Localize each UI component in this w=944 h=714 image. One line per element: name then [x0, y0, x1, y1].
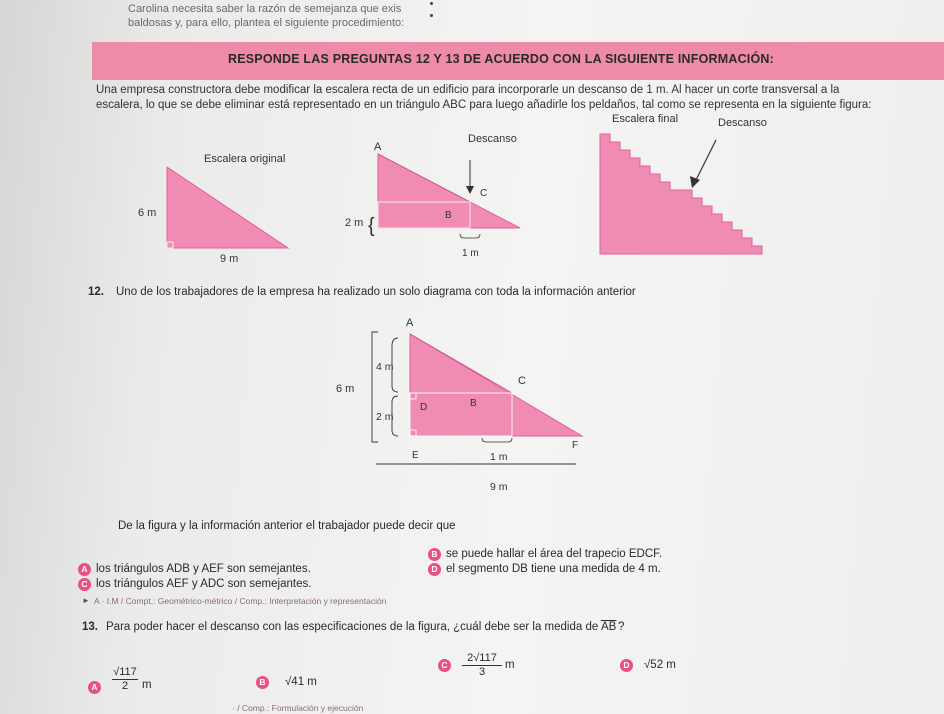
- q13-number: 13.: [82, 621, 98, 633]
- middle-descanso-label: Descanso: [468, 133, 517, 145]
- diagram-rectangle-dbef: [410, 393, 512, 436]
- middle-width-label: 1 m: [462, 248, 479, 259]
- q13-footer-meta: · / Comp.: Formulación y ejecución: [232, 703, 364, 713]
- q13-option-d-text[interactable]: √52 m: [644, 659, 676, 671]
- diagram-base: 9 m: [490, 481, 508, 493]
- q13-text: Para poder hacer el descanso con las especificaciones de la figura, ¿cuál debe ser la medida de: [106, 621, 599, 633]
- q13-segment: $\overline{AB}$: [601, 621, 617, 633]
- q12-option-c-badge[interactable]: C: [78, 578, 91, 591]
- header-line-1: Carolina necesita saber la razón de semejanza que exis: [128, 3, 402, 15]
- diagram-lower-height: 2 m: [376, 411, 394, 423]
- q13-option-b-text[interactable]: √41 m: [285, 676, 317, 688]
- diagram-point-a: A: [406, 317, 414, 329]
- q12-option-a-badge[interactable]: A: [78, 563, 91, 576]
- diagram-point-d: D: [420, 402, 428, 413]
- q13-option-d-badge[interactable]: D: [620, 659, 633, 672]
- middle-point-a: A: [374, 141, 382, 153]
- header-line-2: baldosas y, para ello, plantea el siguiente procedimiento:: [128, 17, 405, 29]
- cut-triangle-figure: [345, 133, 520, 259]
- svg-text:{: {: [368, 215, 375, 237]
- dot-mark: [430, 2, 433, 5]
- q13-option-c-badge[interactable]: C: [438, 659, 451, 672]
- original-title: Escalera original: [204, 153, 286, 165]
- diagram-point-f: F: [572, 440, 579, 451]
- intro-line-2: escalera, lo que se debe eliminar está representado en un triángulo ABC para luego añadirle los peldaños, tal como se representa en la siguiente figura:: [96, 99, 872, 111]
- final-title: Escalera final: [612, 113, 679, 125]
- stairs-figures: [92, 110, 792, 280]
- middle-point-b: B: [445, 210, 452, 221]
- final-stair-figure: [600, 113, 767, 254]
- dot-mark: [430, 14, 433, 17]
- original-height-label: 6 m: [138, 207, 157, 219]
- original-base-label: 9 m: [220, 253, 239, 265]
- q12-prompt: De la figura y la información anterior el trabajador puede decir que: [118, 520, 456, 532]
- q12-number: 12.: [88, 286, 104, 298]
- answer-arrow-icon: ►: [82, 596, 90, 605]
- q13-option-c-fraction[interactable]: [462, 652, 502, 679]
- banner-title: RESPONDE LAS PREGUNTAS 12 Y 13 DE ACUERDO CON LA SIGUIENTE INFORMACIÓN:: [228, 52, 774, 66]
- q13-question-mark: ?: [618, 621, 625, 633]
- diagram-point-c: C: [518, 375, 526, 387]
- original-triangle: [167, 167, 288, 248]
- q12-option-d-badge[interactable]: D: [428, 563, 441, 576]
- diagram-point-b: B: [470, 398, 477, 409]
- q13-option-a-numerator: √117: [113, 666, 137, 678]
- diagram-point-e: E: [412, 450, 419, 461]
- intro-line-1: Una empresa constructora debe modificar la escalera recta de un edificio para incorporarle un descanso de 1 m. Al hacer un corte transversal a la: [96, 84, 840, 96]
- diagram-total-height: 6 m: [336, 383, 355, 395]
- q13-option-a-badge[interactable]: A: [88, 681, 101, 694]
- diagram-upper-height: 4 m: [376, 361, 394, 373]
- diagram-step-width: 1 m: [490, 451, 508, 463]
- q12-diagram: [320, 306, 620, 506]
- q13-option-c-denominator: 3: [478, 666, 486, 678]
- q13-option-a-denominator: 2: [121, 680, 129, 692]
- q13-option-c-unit: m: [505, 659, 515, 671]
- q12-option-b-text[interactable]: se puede hallar el área del trapecio EDCF.: [446, 548, 663, 560]
- original-stair-figure: [138, 153, 288, 265]
- q12-option-a-text[interactable]: los triángulos ADB y AEF son semejantes.: [96, 563, 311, 575]
- middle-point-c: C: [480, 188, 488, 199]
- q12-option-c-text[interactable]: los triángulos AEF y ADC son semejantes.: [96, 578, 312, 590]
- final-descanso-label: Descanso: [718, 117, 767, 129]
- q13-option-a-unit: m: [142, 679, 152, 691]
- q13-option-a-fraction[interactable]: [112, 666, 138, 693]
- q12-option-d-text[interactable]: el segmento DB tiene una medida de 4 m.: [446, 563, 661, 575]
- q13-option-c-numerator: 2√117: [462, 652, 502, 666]
- q12-answer-meta: A · I.M / Compt.: Geométrico-métrico / Comp.: Interpretación y representación: [94, 596, 387, 606]
- q12-text: Uno de los trabajadores de la empresa ha realizado un solo diagrama con toda la información anterior: [116, 286, 636, 298]
- final-stair-shape: [600, 134, 762, 254]
- middle-height-label: 2 m: [345, 217, 364, 229]
- q12-option-b-badge[interactable]: B: [428, 548, 441, 561]
- q13-option-b-badge[interactable]: B: [256, 676, 269, 689]
